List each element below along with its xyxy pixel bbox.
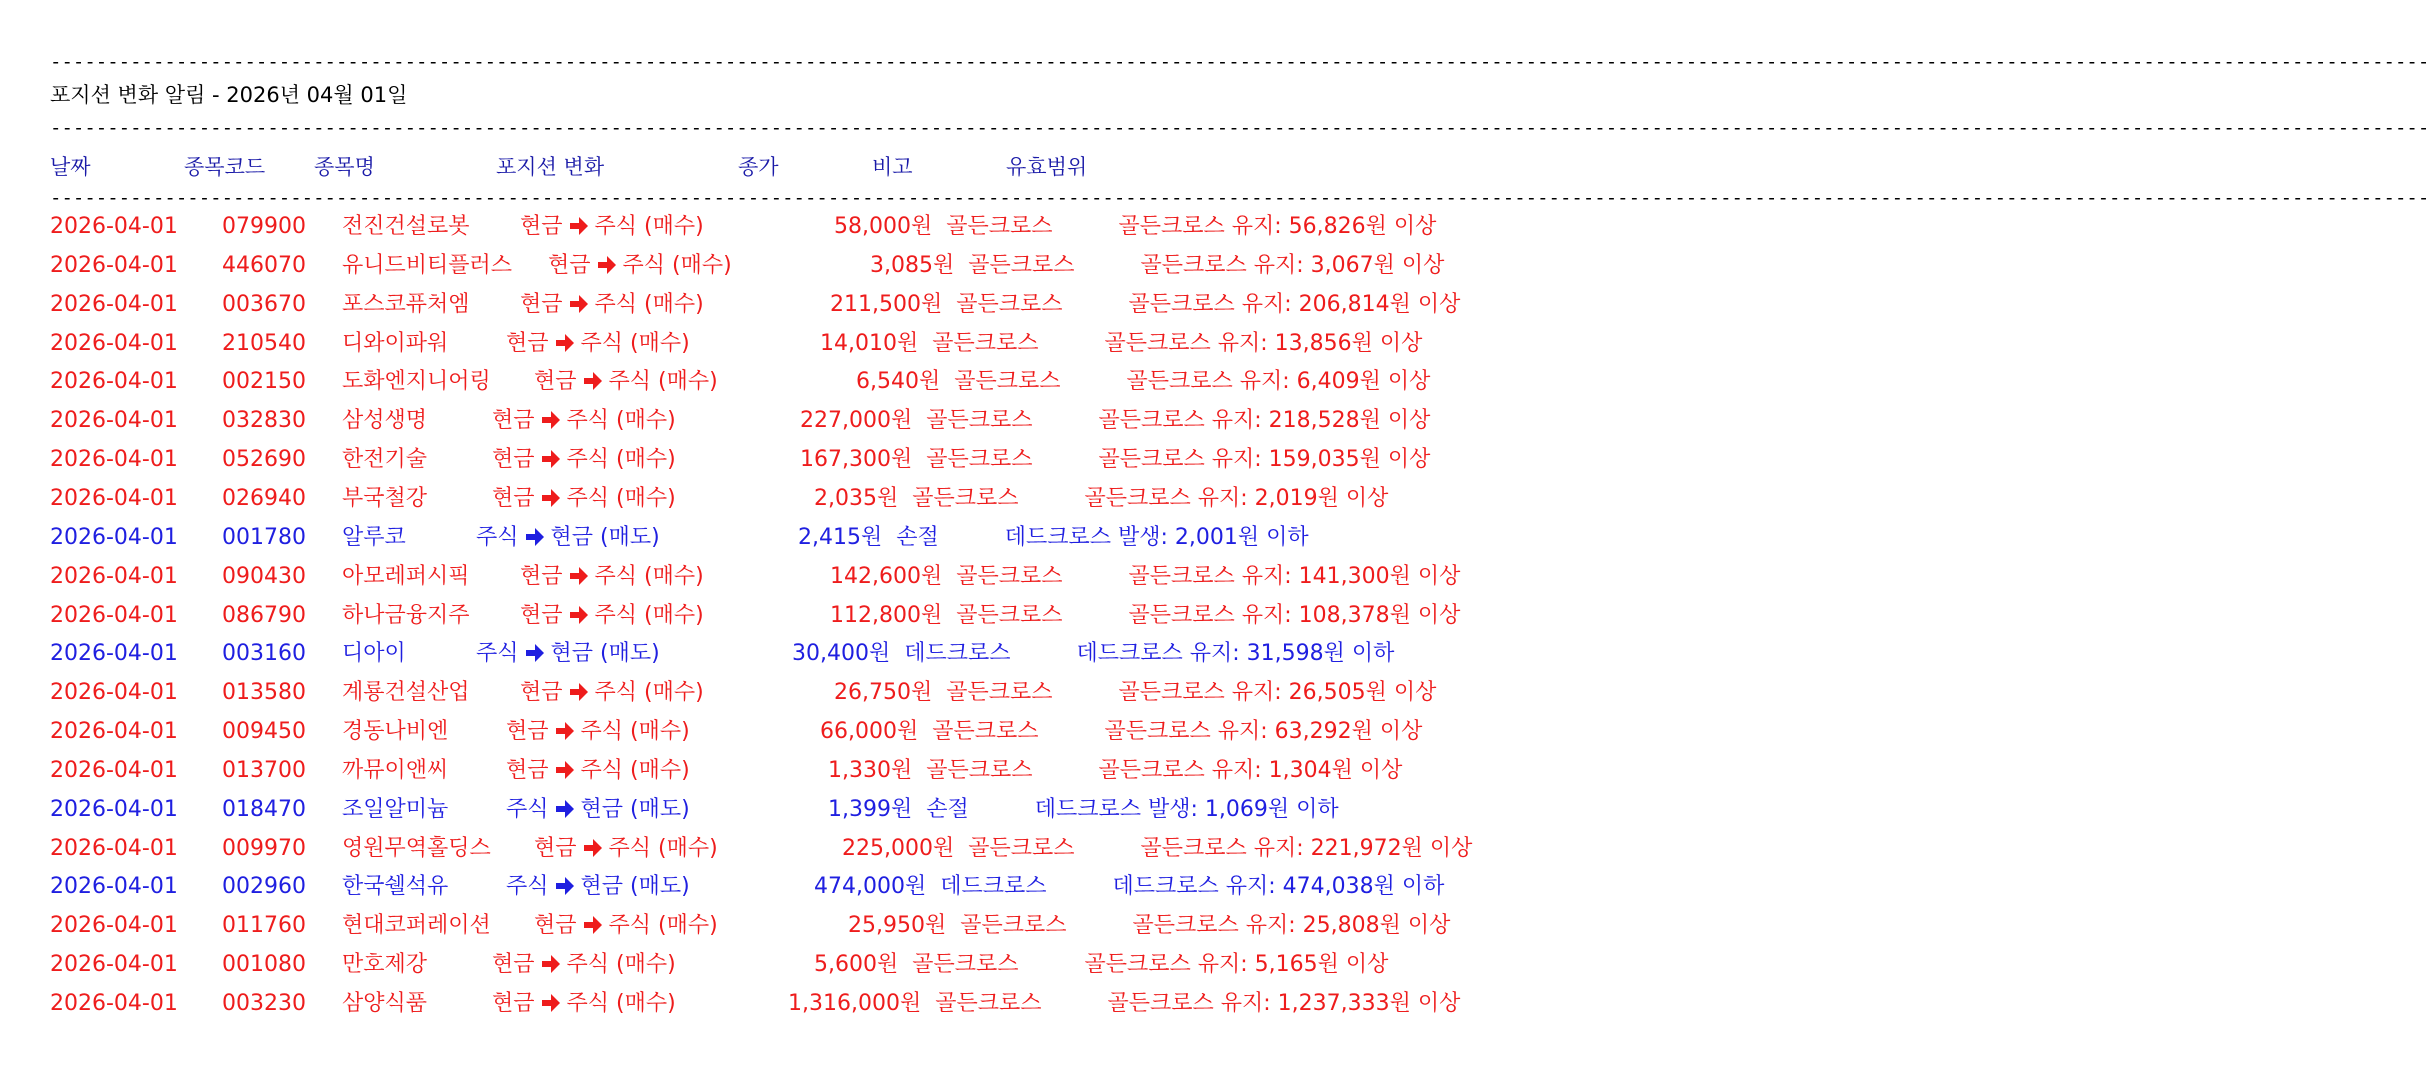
position-to: 주식 (매수) xyxy=(580,330,690,356)
row-date: 2026-04-01 xyxy=(50,719,178,745)
row-code: 032830 xyxy=(222,408,306,434)
row-close-price: 5,600원 xyxy=(814,952,899,978)
position-from: 현금 xyxy=(520,680,563,706)
row-date: 2026-04-01 xyxy=(50,952,178,978)
position-to: 주식 (매수) xyxy=(566,952,676,978)
row-code: 013580 xyxy=(222,680,306,706)
row-position-change xyxy=(520,210,704,244)
row-date: 2026-04-01 xyxy=(50,524,178,550)
row-code: 013700 xyxy=(222,757,306,783)
row-valid-range: 골든크로스 유지: 5,165원 이상 xyxy=(1084,952,1389,978)
right-arrow-icon xyxy=(569,605,589,625)
table-row xyxy=(50,599,1610,633)
header-change: 포지션 변화 xyxy=(496,155,605,179)
row-position-change xyxy=(534,909,718,943)
header-code: 종목코드 xyxy=(184,155,266,179)
row-note: 골든크로스 xyxy=(926,757,1033,783)
row-position-change xyxy=(520,599,704,633)
row-valid-range: 데드크로스 발생: 1,069원 이하 xyxy=(1034,796,1339,822)
row-code: 011760 xyxy=(222,913,306,939)
row-close-price: 1,399원 xyxy=(828,796,913,822)
position-from: 현금 xyxy=(520,563,563,589)
row-valid-range: 골든크로스 유지: 108,378원 이상 xyxy=(1128,602,1461,628)
row-code: 009450 xyxy=(222,719,306,745)
row-close-price: 227,000원 xyxy=(800,408,913,434)
position-from: 주식 xyxy=(506,796,549,822)
row-note: 데드크로스 xyxy=(940,874,1047,900)
row-close-price: 142,600원 xyxy=(830,563,943,589)
right-arrow-icon xyxy=(541,954,561,974)
row-position-change xyxy=(476,521,660,555)
row-code: 002150 xyxy=(222,369,306,395)
right-arrow-icon xyxy=(555,760,575,780)
header-range: 유효범위 xyxy=(1006,155,1088,179)
table-row xyxy=(50,637,1610,671)
table-row xyxy=(50,715,1610,749)
row-note: 골든크로스 xyxy=(956,602,1063,628)
row-name: 아모레퍼시픽 xyxy=(342,563,470,589)
position-to: 현금 (매도) xyxy=(580,796,690,822)
row-code: 001780 xyxy=(222,524,306,550)
row-name: 하나금융지주 xyxy=(342,602,470,628)
row-valid-range: 골든크로스 유지: 1,237,333원 이상 xyxy=(1107,991,1461,1016)
row-close-price: 6,540원 xyxy=(856,369,941,395)
row-valid-range: 데드크로스 발생: 2,001원 이하 xyxy=(1004,524,1309,550)
row-date: 2026-04-01 xyxy=(50,447,178,473)
row-name: 조일알미늄 xyxy=(342,796,449,822)
row-valid-range: 골든크로스 유지: 63,292원 이상 xyxy=(1104,719,1423,745)
row-date: 2026-04-01 xyxy=(50,874,178,900)
row-valid-range: 골든크로스 유지: 1,304원 이상 xyxy=(1098,757,1403,783)
row-position-change xyxy=(492,987,676,1021)
row-date: 2026-04-01 xyxy=(50,757,178,783)
row-name: 한국쉘석유 xyxy=(342,874,449,900)
header-name: 종목명 xyxy=(314,155,375,179)
right-arrow-icon xyxy=(569,566,589,586)
row-date: 2026-04-01 xyxy=(50,796,178,822)
position-from: 현금 xyxy=(492,447,535,473)
row-code: 018470 xyxy=(222,796,306,822)
row-valid-range: 골든크로스 유지: 26,505원 이상 xyxy=(1118,680,1437,706)
position-to: 주식 (매수) xyxy=(566,485,676,511)
right-arrow-icon xyxy=(569,682,589,702)
row-valid-range: 골든크로스 유지: 206,814원 이상 xyxy=(1128,291,1461,317)
row-note: 손절 xyxy=(896,524,939,550)
row-note: 골든크로스 xyxy=(935,991,1042,1016)
table-row xyxy=(50,948,1610,982)
position-to: 주식 (매수) xyxy=(594,214,704,239)
table-row xyxy=(50,909,1610,943)
row-name: 디아이 xyxy=(342,641,406,667)
row-note: 골든크로스 xyxy=(926,447,1033,473)
row-code: 079900 xyxy=(222,214,306,239)
row-close-price: 1,330원 xyxy=(828,757,913,783)
right-arrow-icon xyxy=(555,876,575,896)
table-row xyxy=(50,288,1610,322)
row-position-change xyxy=(534,832,718,866)
table-row xyxy=(50,832,1610,866)
row-date: 2026-04-01 xyxy=(50,835,178,861)
row-name: 도화엔지니어링 xyxy=(342,369,491,395)
row-position-change xyxy=(534,365,718,399)
right-arrow-icon xyxy=(569,294,589,314)
row-close-price: 14,010원 xyxy=(820,330,919,356)
row-valid-range: 골든크로스 유지: 221,972원 이상 xyxy=(1140,835,1473,861)
row-name: 계룡건설산업 xyxy=(342,680,470,706)
position-to: 현금 (매도) xyxy=(550,641,660,667)
row-code: 009970 xyxy=(222,835,306,861)
row-code: 090430 xyxy=(222,563,306,589)
right-arrow-icon xyxy=(555,721,575,741)
table-row xyxy=(50,560,1610,594)
row-name: 만호제강 xyxy=(342,952,428,978)
row-date: 2026-04-01 xyxy=(50,641,178,667)
row-code: 026940 xyxy=(222,485,306,511)
position-to: 현금 (매도) xyxy=(580,874,690,900)
right-arrow-icon xyxy=(597,255,617,275)
row-name: 한전기술 xyxy=(342,447,428,473)
row-note: 골든크로스 xyxy=(954,369,1061,395)
row-close-price: 2,415원 xyxy=(798,524,883,550)
row-close-price: 2,035원 xyxy=(814,485,899,511)
row-date: 2026-04-01 xyxy=(50,408,178,434)
row-code: 001080 xyxy=(222,952,306,978)
row-note: 손절 xyxy=(926,796,969,822)
row-note: 골든크로스 xyxy=(946,214,1053,239)
row-close-price: 211,500원 xyxy=(830,291,943,317)
position-from: 현금 xyxy=(506,757,549,783)
row-name: 삼양식품 xyxy=(342,991,428,1016)
position-to: 주식 (매수) xyxy=(594,563,704,589)
row-position-change xyxy=(548,249,732,283)
row-code: 003160 xyxy=(222,641,306,667)
table-row xyxy=(50,443,1610,477)
row-close-price: 167,300원 xyxy=(800,447,913,473)
position-to: 주식 (매수) xyxy=(608,913,718,939)
row-note: 골든크로스 xyxy=(912,952,1019,978)
position-from: 현금 xyxy=(492,408,535,434)
row-note: 골든크로스 xyxy=(926,408,1033,434)
row-note: 골든크로스 xyxy=(956,563,1063,589)
row-date: 2026-04-01 xyxy=(50,291,178,317)
right-arrow-icon xyxy=(583,915,603,935)
row-note: 골든크로스 xyxy=(932,719,1039,745)
header-note: 비고 xyxy=(872,155,913,179)
right-arrow-icon xyxy=(583,371,603,391)
row-code: 002960 xyxy=(222,874,306,900)
position-to: 주식 (매수) xyxy=(566,408,676,434)
row-close-price: 25,950원 xyxy=(848,913,947,939)
position-from: 현금 xyxy=(520,602,563,628)
row-position-change xyxy=(506,715,690,749)
row-name: 영원무역홀딩스 xyxy=(342,835,491,861)
table-row xyxy=(50,676,1610,710)
row-valid-range: 골든크로스 유지: 3,067원 이상 xyxy=(1140,252,1445,278)
row-close-price: 30,400원 xyxy=(792,641,891,667)
row-close-price: 474,000원 xyxy=(814,874,927,900)
position-from: 현금 xyxy=(520,214,563,239)
row-close-price: 58,000원 xyxy=(834,214,933,239)
row-position-change xyxy=(506,327,690,361)
table-row xyxy=(50,482,1610,516)
position-to: 주식 (매수) xyxy=(608,835,718,861)
row-code: 003670 xyxy=(222,291,306,317)
row-name: 포스코퓨처엠 xyxy=(342,291,470,317)
row-name: 까뮤이앤씨 xyxy=(342,757,449,783)
row-code: 446070 xyxy=(222,252,306,278)
table-row xyxy=(50,249,1610,283)
row-position-change xyxy=(520,676,704,710)
right-arrow-icon xyxy=(541,449,561,469)
row-name: 부국철강 xyxy=(342,485,428,511)
position-from: 현금 xyxy=(492,991,535,1016)
row-date: 2026-04-01 xyxy=(50,680,178,706)
row-position-change xyxy=(506,793,690,827)
right-arrow-icon xyxy=(541,410,561,430)
row-position-change xyxy=(492,443,676,477)
row-date: 2026-04-01 xyxy=(50,214,178,239)
row-note: 골든크로스 xyxy=(956,291,1063,317)
row-note: 골든크로스 xyxy=(946,680,1053,706)
row-close-price: 26,750원 xyxy=(834,680,933,706)
position-from: 현금 xyxy=(534,369,577,395)
row-name: 전진건설로봇 xyxy=(342,214,470,239)
row-code: 003230 xyxy=(222,991,306,1016)
separator-line-header: ---------------------------------------------------------------------------------------------------------------------------------------------------------------------------------------------------------------- xyxy=(50,187,2429,209)
row-name: 디와이파워 xyxy=(342,330,449,356)
row-close-price: 225,000원 xyxy=(842,835,955,861)
position-from: 주식 xyxy=(506,874,549,900)
table-row xyxy=(50,987,1610,1021)
row-name: 알루코 xyxy=(342,524,406,550)
row-position-change xyxy=(520,288,704,322)
row-note: 골든크로스 xyxy=(968,835,1075,861)
table-row xyxy=(50,521,1610,555)
row-date: 2026-04-01 xyxy=(50,485,178,511)
position-to: 주식 (매수) xyxy=(594,602,704,628)
position-from: 현금 xyxy=(534,913,577,939)
position-from: 주식 xyxy=(476,641,519,667)
row-position-change xyxy=(492,948,676,982)
right-arrow-icon xyxy=(525,527,545,547)
position-to: 주식 (매수) xyxy=(580,757,690,783)
row-close-price: 112,800원 xyxy=(830,602,943,628)
right-arrow-icon xyxy=(555,799,575,819)
row-valid-range: 데드크로스 유지: 474,038원 이하 xyxy=(1112,874,1445,900)
header-close: 종가 xyxy=(738,155,779,179)
position-to: 주식 (매수) xyxy=(566,447,676,473)
right-arrow-icon xyxy=(541,993,561,1013)
position-from: 현금 xyxy=(534,835,577,861)
row-code: 210540 xyxy=(222,330,306,356)
position-from: 주식 xyxy=(476,524,519,550)
position-to: 주식 (매수) xyxy=(594,291,704,317)
row-valid-range: 골든크로스 유지: 6,409원 이상 xyxy=(1126,369,1431,395)
row-position-change xyxy=(520,560,704,594)
row-date: 2026-04-01 xyxy=(50,330,178,356)
row-position-change xyxy=(506,754,690,788)
table-row xyxy=(50,870,1610,904)
table-row xyxy=(50,327,1610,361)
row-date: 2026-04-01 xyxy=(50,991,178,1016)
row-valid-range: 골든크로스 유지: 56,826원 이상 xyxy=(1118,214,1437,239)
row-close-price: 3,085원 xyxy=(870,252,955,278)
right-arrow-icon xyxy=(555,333,575,353)
row-note: 골든크로스 xyxy=(968,252,1075,278)
alert-title: 포지션 변화 알림 - 2026년 04월 01일 xyxy=(50,83,408,107)
row-note: 골든크로스 xyxy=(912,485,1019,511)
row-date: 2026-04-01 xyxy=(50,369,178,395)
row-code: 052690 xyxy=(222,447,306,473)
row-valid-range: 골든크로스 유지: 218,528원 이상 xyxy=(1098,408,1431,434)
position-from: 현금 xyxy=(506,719,549,745)
row-valid-range: 골든크로스 유지: 159,035원 이상 xyxy=(1098,447,1431,473)
right-arrow-icon xyxy=(569,216,589,236)
row-position-change xyxy=(492,404,676,438)
row-close-price: 66,000원 xyxy=(820,719,919,745)
position-to: 주식 (매수) xyxy=(622,252,732,278)
row-date: 2026-04-01 xyxy=(50,913,178,939)
row-date: 2026-04-01 xyxy=(50,602,178,628)
header-date: 날짜 xyxy=(50,155,91,179)
row-valid-range: 골든크로스 유지: 2,019원 이상 xyxy=(1084,485,1389,511)
row-name: 경동나비엔 xyxy=(342,719,449,745)
right-arrow-icon xyxy=(525,643,545,663)
row-position-change xyxy=(476,637,660,671)
right-arrow-icon xyxy=(541,488,561,508)
row-name: 유니드비티플러스 xyxy=(342,252,513,278)
row-name: 현대코퍼레이션 xyxy=(342,913,491,939)
position-to: 주식 (매수) xyxy=(594,680,704,706)
row-note: 골든크로스 xyxy=(932,330,1039,356)
position-to: 주식 (매수) xyxy=(566,991,676,1016)
row-valid-range: 골든크로스 유지: 13,856원 이상 xyxy=(1104,330,1423,356)
position-from: 현금 xyxy=(520,291,563,317)
table-row xyxy=(50,754,1610,788)
row-date: 2026-04-01 xyxy=(50,563,178,589)
row-position-change xyxy=(506,870,690,904)
row-valid-range: 골든크로스 유지: 25,808원 이상 xyxy=(1132,913,1451,939)
row-note: 골든크로스 xyxy=(960,913,1067,939)
separator-line-title: ---------------------------------------------------------------------------------------------------------------------------------------------------------------------------------------------------------------- xyxy=(50,117,2429,139)
row-position-change xyxy=(492,482,676,516)
position-from: 현금 xyxy=(506,330,549,356)
table-row xyxy=(50,793,1610,827)
separator-line-top: ---------------------------------------------------------------------------------------------------------------------------------------------------------------------------------------------------------------- xyxy=(50,51,2429,73)
position-to: 주식 (매수) xyxy=(608,369,718,395)
row-code: 086790 xyxy=(222,602,306,628)
row-valid-range: 데드크로스 유지: 31,598원 이하 xyxy=(1076,641,1395,667)
row-note: 데드크로스 xyxy=(904,641,1011,667)
right-arrow-icon xyxy=(583,838,603,858)
table-row xyxy=(50,365,1610,399)
row-close-price: 1,316,000원 xyxy=(788,991,922,1016)
position-from: 현금 xyxy=(548,252,591,278)
position-to: 현금 (매도) xyxy=(550,524,660,550)
table-row xyxy=(50,210,1610,244)
row-valid-range: 골든크로스 유지: 141,300원 이상 xyxy=(1128,563,1461,589)
row-date: 2026-04-01 xyxy=(50,252,178,278)
position-from: 현금 xyxy=(492,952,535,978)
position-to: 주식 (매수) xyxy=(580,719,690,745)
position-from: 현금 xyxy=(492,485,535,511)
table-row xyxy=(50,404,1610,438)
row-name: 삼성생명 xyxy=(342,408,428,434)
